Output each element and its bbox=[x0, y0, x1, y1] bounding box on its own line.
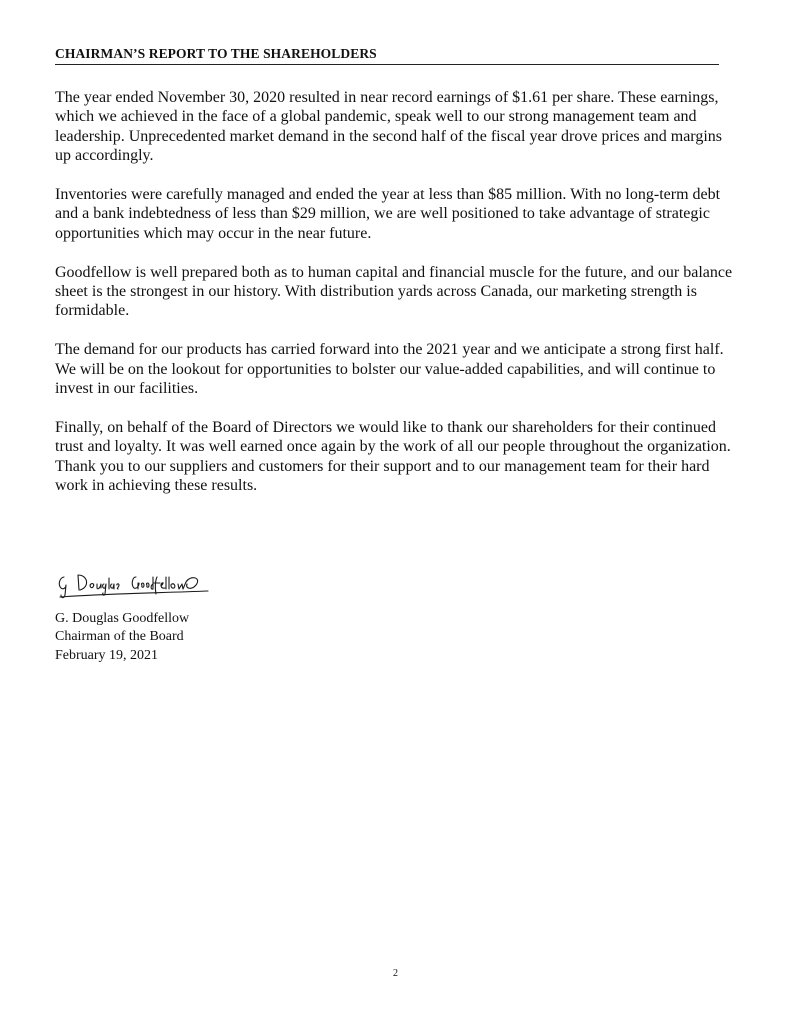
report-date: February 19, 2021 bbox=[55, 647, 159, 663]
signer-block bbox=[55, 610, 189, 665]
paragraph-demand: The demand for our products has carried forward into the 2021 year and we anticipate a strong first half. We will be on the lookout for opportunities to bolster our value-added capabilities, and will continue to invest in our facilities. bbox=[55, 341, 724, 398]
report-body bbox=[55, 88, 740, 515]
paragraph-balance-sheet: Goodfellow is well prepared both as to human capital and financial muscle for the future, and our balance sheet is the strongest in our history. With distribution yards across Canada, our marketing strength is formidable. bbox=[55, 263, 733, 320]
paragraph-earnings: The year ended November 30, 2020 resulted in near record earnings of $1.61 per share. These earnings, which we achieved in the face of a global pandemic, speak well to our strong management team and leadership. Unprecedented market demand in the second half of the fiscal year drove prices and margins up accordingly. bbox=[55, 89, 722, 165]
handwritten-signature bbox=[56, 567, 216, 603]
paragraph-thanks: Finally, on behalf of the Board of Directors we would like to thank our shareholders for their continued trust and loyalty. It was well earned once again by the work of all our people throughout the organization. Thank you to our suppliers and customers for their support and to our management team for their hard work in achieving these results. bbox=[55, 418, 731, 495]
signer-name: G. Douglas Goodfellow bbox=[55, 611, 190, 626]
report-heading: CHAIRMAN’S REPORT TO THE SHAREHOLDERS bbox=[55, 46, 719, 65]
paragraph-inventories: Inventories were carefully managed and ended the year at less than $85 million. With no long-term debt and a bank indebtedness of less than $29 million, we are well positioned to take advantage of strategic opportunities which may occur in the near future. bbox=[55, 186, 721, 242]
page-number: 2 bbox=[393, 968, 398, 979]
signer-title: Chairman of the Board bbox=[55, 629, 184, 645]
